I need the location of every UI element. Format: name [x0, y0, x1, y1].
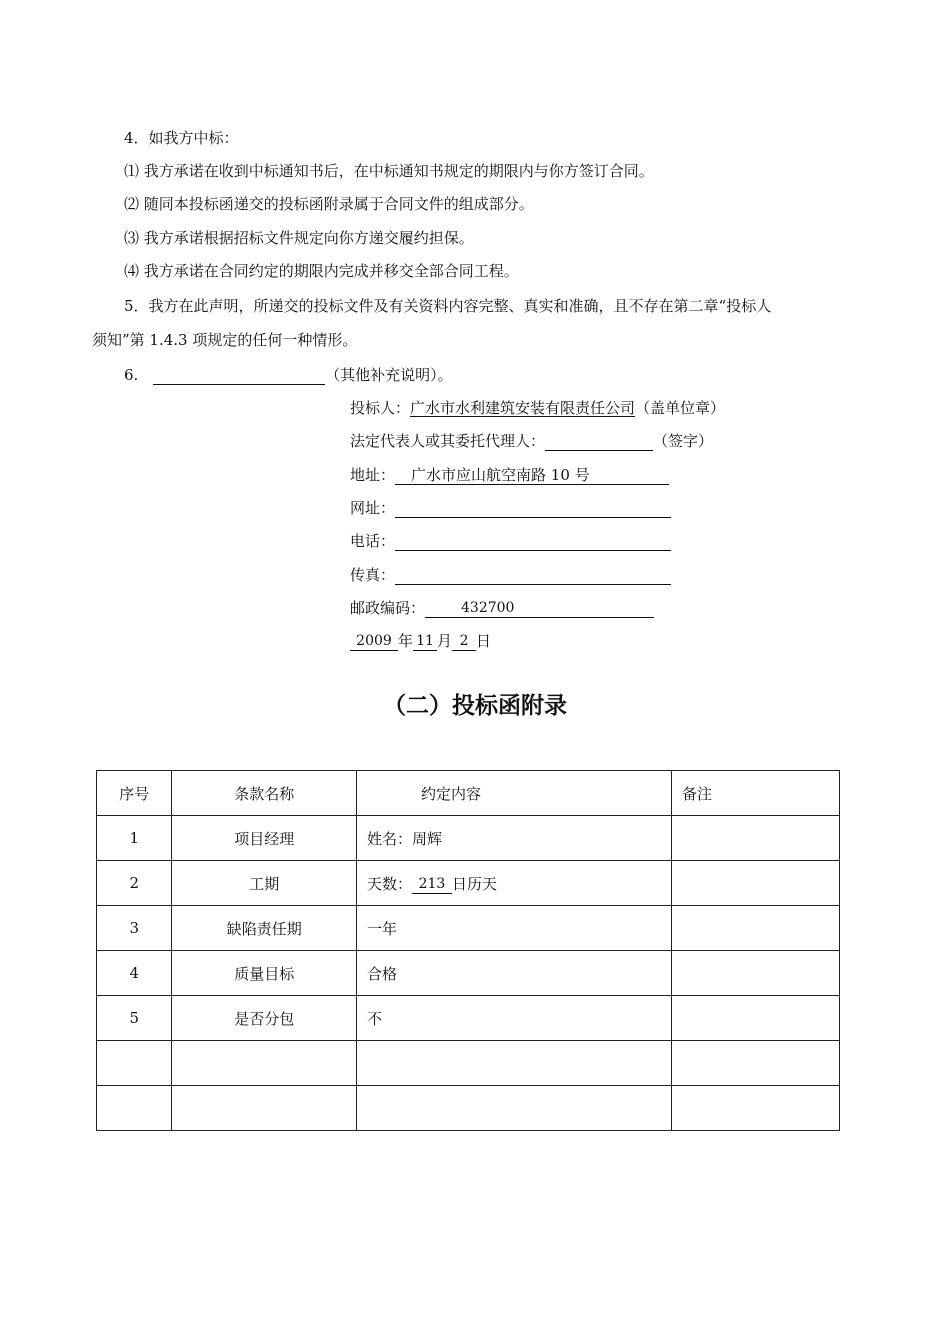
row-clause: 项目经理 — [172, 816, 357, 861]
fax-line — [350, 565, 671, 585]
table-header-row — [97, 771, 840, 816]
date-month-unit: 月 — [437, 632, 453, 650]
fax-blank — [395, 568, 671, 585]
date-month: 11 — [413, 632, 437, 651]
date-line — [350, 631, 491, 651]
empty-cell — [672, 1041, 840, 1086]
website-blank — [395, 501, 671, 518]
row-note — [672, 861, 840, 906]
item-4-sub-2: ⑵ 随同本投标函递交的投标函附录属于合同文件的组成部分。 — [124, 195, 534, 213]
row-no: 4 — [97, 951, 172, 996]
row-note — [672, 816, 840, 861]
empty-cell — [97, 1041, 172, 1086]
row-note — [672, 996, 840, 1041]
item-4-sub-3: ⑶ 我方承诺根据招标文件规定向你方递交履约担保。 — [124, 229, 474, 247]
header-content: 约定内容 — [356, 771, 671, 816]
address-label: 地址： — [350, 466, 396, 484]
bidder-line — [350, 398, 725, 418]
row-no: 1 — [97, 816, 172, 861]
row-note — [672, 906, 840, 951]
website-line — [350, 498, 671, 518]
date-year: 2009 — [350, 632, 398, 651]
table-row-empty — [97, 1041, 840, 1086]
row-content — [356, 861, 671, 906]
item-6 — [124, 365, 453, 385]
row-content: 姓名：周辉 — [356, 816, 671, 861]
date-day-unit: 日 — [476, 632, 492, 650]
item-4-sub-1: ⑴ 我方承诺在收到中标通知书后，在中标通知书规定的期限内与你方签订合同。 — [124, 162, 654, 180]
appendix-title: （二）投标函附录 — [383, 693, 567, 719]
empty-cell — [356, 1041, 671, 1086]
row-clause: 缺陷责任期 — [172, 906, 357, 951]
row-content: 合格 — [356, 951, 671, 996]
duration-prefix: 天数： — [366, 874, 412, 893]
representative-blank — [545, 434, 653, 451]
empty-cell — [356, 1086, 671, 1131]
appendix-table — [96, 770, 840, 1131]
representative-sign-note: （签字） — [653, 432, 714, 450]
row-no: 5 — [97, 996, 172, 1041]
duration-suffix: 日历天 — [451, 874, 497, 893]
postcode-label: 邮政编码： — [350, 599, 426, 617]
row-clause: 是否分包 — [172, 996, 357, 1041]
postcode-line — [350, 598, 654, 618]
address-value: 广水市应山航空南路 10 号 — [395, 466, 669, 485]
table-row — [97, 951, 840, 996]
date-year-unit: 年 — [398, 632, 414, 650]
empty-cell — [97, 1086, 172, 1131]
row-clause: 质量目标 — [172, 951, 357, 996]
row-clause: 工期 — [172, 861, 357, 906]
row-no: 2 — [97, 861, 172, 906]
table-row — [97, 861, 840, 906]
representative-line — [350, 431, 713, 451]
bidder-seal-note: （盖单位章） — [635, 399, 726, 417]
row-content: 一年 — [356, 906, 671, 951]
duration-value: 213 — [412, 875, 452, 894]
fax-label: 传真： — [350, 566, 396, 584]
item-6-blank — [153, 368, 325, 385]
row-content: 不 — [356, 996, 671, 1041]
item-4: 4．如我方中标： — [124, 129, 239, 147]
row-no: 3 — [97, 906, 172, 951]
item-5-line-2: 须知”第 1.4.3 项规定的任何一种情形。 — [92, 331, 358, 349]
table-row — [97, 816, 840, 861]
header-note: 备注 — [672, 771, 840, 816]
address-line — [350, 465, 669, 485]
item-6-number: 6. — [124, 366, 139, 384]
header-clause: 条款名称 — [172, 771, 357, 816]
table-row — [97, 906, 840, 951]
empty-cell — [672, 1086, 840, 1131]
item-4-sub-4: ⑷ 我方承诺在合同约定的期限内完成并移交全部合同工程。 — [124, 262, 519, 280]
phone-label: 电话： — [350, 532, 396, 550]
table-row-empty — [97, 1086, 840, 1131]
item-5-line-1: 5．我方在此声明，所递交的投标文件及有关资料内容完整、真实和准确，且不存在第二章“投标人 — [124, 297, 772, 315]
representative-label: 法定代表人或其委托代理人： — [350, 432, 546, 450]
phone-line — [350, 531, 671, 551]
empty-cell — [172, 1041, 357, 1086]
phone-blank — [395, 534, 671, 551]
item-6-suffix: （其他补充说明）。 — [325, 366, 453, 384]
empty-cell — [172, 1086, 357, 1131]
table-row — [97, 996, 840, 1041]
postcode-value: 432700 — [425, 599, 654, 618]
row-note — [672, 951, 840, 996]
header-no: 序号 — [97, 771, 172, 816]
date-day: 2 — [452, 632, 476, 651]
bidder-label: 投标人： — [350, 399, 411, 417]
bidder-name: 广水市水利建筑安装有限责任公司 — [410, 399, 636, 417]
website-label: 网址： — [350, 499, 396, 517]
